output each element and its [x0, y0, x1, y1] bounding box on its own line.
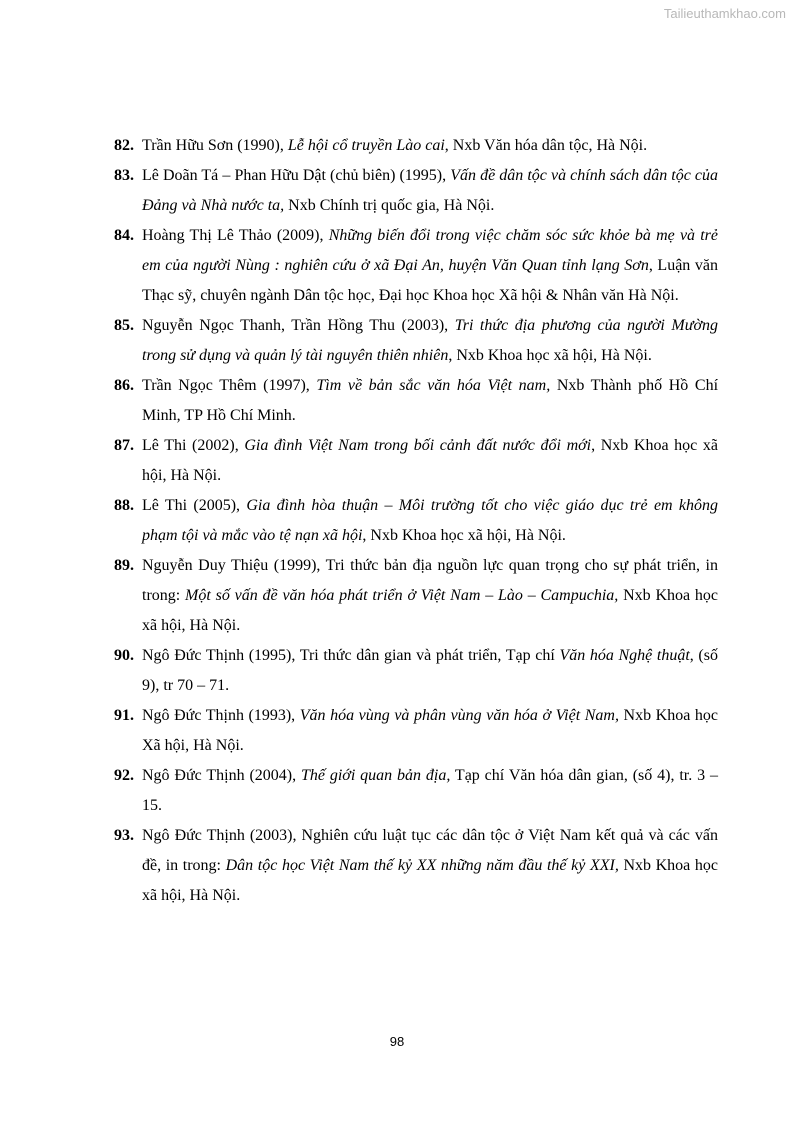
reference-title: Tri thức địa phương của người Mường trong sử dụng và quản lý tài nguyên thiên nhiên: [142, 317, 718, 364]
reference-segment: Hoàng Thị Lê Thảo (2009),: [142, 227, 329, 244]
reference-segment: Nxb Khoa học Xã hội, Hà Nội.: [142, 707, 719, 754]
reference-segment: Trần Hữu Sơn (1990),: [142, 137, 288, 154]
reference-segment: Ngô Đức Thịnh (2003), Nghiên cứu luật tục các dân tộc ở Việt Nam kết quả và các vấn đề, in trong:: [142, 827, 718, 874]
reference-title: Lễ hội cổ truyền Lào cai: [287, 137, 445, 154]
reference-title: Một số vấn đề văn hóa phát triển ở Việt Nam – Lào – Campuchia,: [185, 587, 619, 604]
reference-segment: Nxb Khoa học xã hội, Hà Nội.: [142, 587, 719, 634]
reference-title: Văn hóa Nghệ thuật: [559, 647, 690, 664]
reference-number: 85.: [114, 317, 134, 334]
reference-title: Thế giới quan bản địa,: [300, 767, 451, 784]
reference-title: Gia đình Việt Nam trong bối cảnh đất nước đổi mới: [244, 437, 592, 454]
reference-item: [114, 551, 718, 641]
reference-segment: Tạp chí Văn hóa dân gian, (số 4), tr. 3 – 15.: [142, 767, 718, 814]
page-number: 98: [389, 1034, 405, 1049]
reference-number: 90.: [114, 647, 134, 664]
reference-number: 83.: [114, 167, 134, 184]
reference-text: [142, 827, 718, 904]
reference-segment: Nguyễn Ngọc Thanh, Trần Hồng Thu (2003),: [142, 317, 455, 334]
reference-title: Vấn đề dân tộc và chính sách dân tộc của Đảng và Nhà nước ta,: [142, 167, 719, 214]
reference-item: [114, 641, 718, 701]
reference-number: 87.: [114, 437, 134, 454]
reference-segment: , Nxb Khoa học xã hội, Hà Nội.: [142, 437, 718, 484]
reference-text: [142, 767, 718, 814]
reference-segment: , Nxb Văn hóa dân tộc, Hà Nội.: [444, 137, 648, 154]
reference-segment: Trần Ngọc Thêm (1997),: [142, 377, 317, 394]
reference-segment: Lê Doãn Tá – Phan Hữu Dật (chủ biên) (1995),: [142, 167, 451, 184]
reference-segment: Ngô Đức Thịnh (1995), Tri thức dân gian và phát triển, Tạp chí: [142, 647, 560, 664]
reference-item: [114, 221, 718, 311]
reference-item: [114, 311, 718, 371]
reference-title: Văn hóa vùng và phân vùng văn hóa ở Việt Nam,: [299, 707, 619, 724]
reference-title: Dân tộc học Việt Nam thế kỷ XX những năm đầu thế kỷ XXI,: [225, 857, 619, 874]
reference-title: Những biến đổi trong việc chăm sóc sức khỏe bà mẹ và trẻ em của người Nùng : nghiên cứu ở xã Đại An, huyện Văn Quan tỉnh lạng Sơn: [142, 227, 719, 274]
reference-text: [142, 647, 718, 694]
reference-segment: , (số 9), tr 70 – 71.: [142, 647, 718, 694]
reference-segment: , Luận văn Thạc sỹ, chuyên ngành Dân tộc học, Đại học Khoa học Xã hội & Nhân văn Hà Nội.: [142, 257, 719, 304]
reference-segment: Nxb Khoa học xã hội, Hà Nội.: [142, 857, 719, 904]
reference-item: [114, 491, 718, 551]
reference-text: [142, 497, 718, 544]
reference-number: 82.: [114, 137, 134, 154]
reference-segment: , Nxb Khoa học xã hội, Hà Nội.: [448, 347, 652, 364]
reference-text: [142, 137, 647, 154]
reference-list: [114, 131, 718, 911]
reference-segment: Nxb Thành phố Hồ Chí Minh, TP Hồ Chí Minh.: [142, 377, 719, 424]
reference-text: [142, 167, 718, 214]
reference-text: [142, 557, 718, 634]
reference-number: 88.: [114, 497, 134, 514]
reference-item: [114, 161, 718, 221]
reference-number: 84.: [114, 227, 134, 244]
reference-item: [114, 131, 718, 161]
reference-number: 91.: [114, 707, 134, 724]
reference-number: 89.: [114, 557, 134, 574]
reference-text: [142, 707, 718, 754]
reference-text: [142, 227, 718, 304]
reference-segment: Nguyễn Duy Thiệu (1999), Tri thức bản địa nguồn lực quan trọng cho sự phát triển, in trong:: [142, 557, 718, 604]
reference-title: Gia đình hòa thuận – Môi trường tốt cho việc giáo dục trẻ em không phạm tội và mắc vào tệ nạn xã hội: [142, 497, 719, 544]
reference-number: 93.: [114, 827, 134, 844]
reference-item: [114, 821, 718, 911]
reference-segment: , Nxb Khoa học xã hội, Hà Nội.: [362, 527, 566, 544]
reference-title: Tìm về bản sắc văn hóa Việt nam,: [316, 377, 551, 394]
reference-text: [142, 377, 718, 424]
reference-segment: Lê Thi (2002),: [142, 437, 245, 454]
reference-segment: Ngô Đức Thịnh (2004),: [142, 767, 301, 784]
reference-text: [142, 317, 718, 364]
reference-segment: Nxb Chính trị quốc gia, Hà Nội.: [284, 197, 495, 214]
reference-item: [114, 371, 718, 431]
reference-number: 86.: [114, 377, 134, 394]
reference-segment: Lê Thi (2005),: [142, 497, 247, 514]
watermark: Tailieuthamkhao.com: [663, 6, 786, 21]
reference-item: [114, 431, 718, 491]
reference-number: 92.: [114, 767, 134, 784]
reference-item: [114, 761, 718, 821]
reference-segment: Ngô Đức Thịnh (1993),: [142, 707, 300, 724]
reference-item: [114, 701, 718, 761]
reference-text: [142, 437, 718, 484]
